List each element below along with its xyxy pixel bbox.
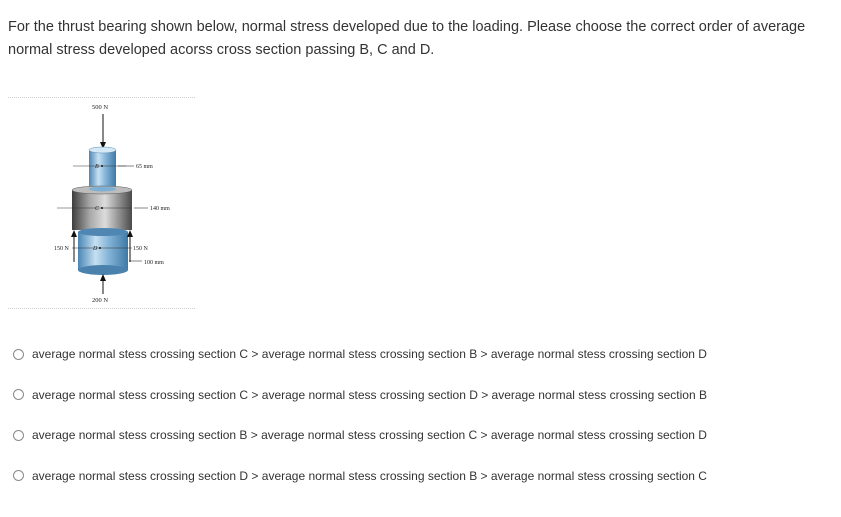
bottom-load-label: 200 N [92, 297, 109, 304]
option-1-label: average normal stess crossing section C > average normal stess crossing section B > average normal stess crossing section D [32, 347, 707, 361]
top-load-label: 500 N [92, 104, 109, 111]
collar [72, 190, 132, 230]
option-4[interactable] [13, 466, 833, 486]
point-c-label: C [95, 206, 100, 212]
option-4-label: average normal stess crossing section D > average normal stess crossing section B > average normal stess crossing section C [32, 468, 707, 483]
left-load-arrowhead [71, 230, 77, 237]
thrust-bearing-figure [8, 97, 195, 309]
lower-shaft [78, 232, 128, 270]
question-text: For the thrust bearing shown below, normal stress developed due to the loading. Please choose the correct order of average normal stress developed acorss cross section passing B, C and D. [8, 19, 806, 58]
option-3-label: average normal stess crossing section B > average normal stess crossing section C > average normal stess crossing section D [32, 428, 707, 442]
option-3-radio[interactable] [13, 430, 24, 441]
option-1[interactable] [13, 344, 833, 364]
point-d-dot [99, 247, 101, 249]
dim-140-label: 140 mm [150, 206, 170, 212]
dim-65-label: 65 mm [136, 164, 153, 170]
option-4-radio[interactable] [13, 470, 24, 481]
point-d-label: D [93, 246, 98, 252]
right-load-label: 150 N [133, 246, 148, 252]
upper-shaft [89, 150, 116, 188]
thrust-bearing-diagram [8, 98, 195, 308]
upper-shaft-base [89, 187, 116, 192]
lower-shaft-bottom [78, 265, 128, 275]
option-1-radio[interactable] [13, 349, 24, 360]
point-b-dot [101, 165, 103, 167]
point-c-dot [101, 207, 103, 209]
lower-shaft-top [78, 228, 128, 236]
option-3[interactable] [13, 425, 833, 445]
option-2-radio[interactable] [13, 389, 24, 400]
answer-options [13, 344, 833, 506]
option-2[interactable] [13, 385, 833, 405]
upper-shaft-top [89, 147, 116, 153]
left-load-label: 150 N [54, 246, 69, 252]
dim-100-label: 100 mm [144, 260, 164, 266]
option-2-label: average normal stess crossing section C > average normal stess crossing section D > average normal stess crossing section B [32, 387, 707, 402]
point-b-label: B [95, 164, 99, 170]
bottom-load-arrowhead [100, 274, 106, 281]
